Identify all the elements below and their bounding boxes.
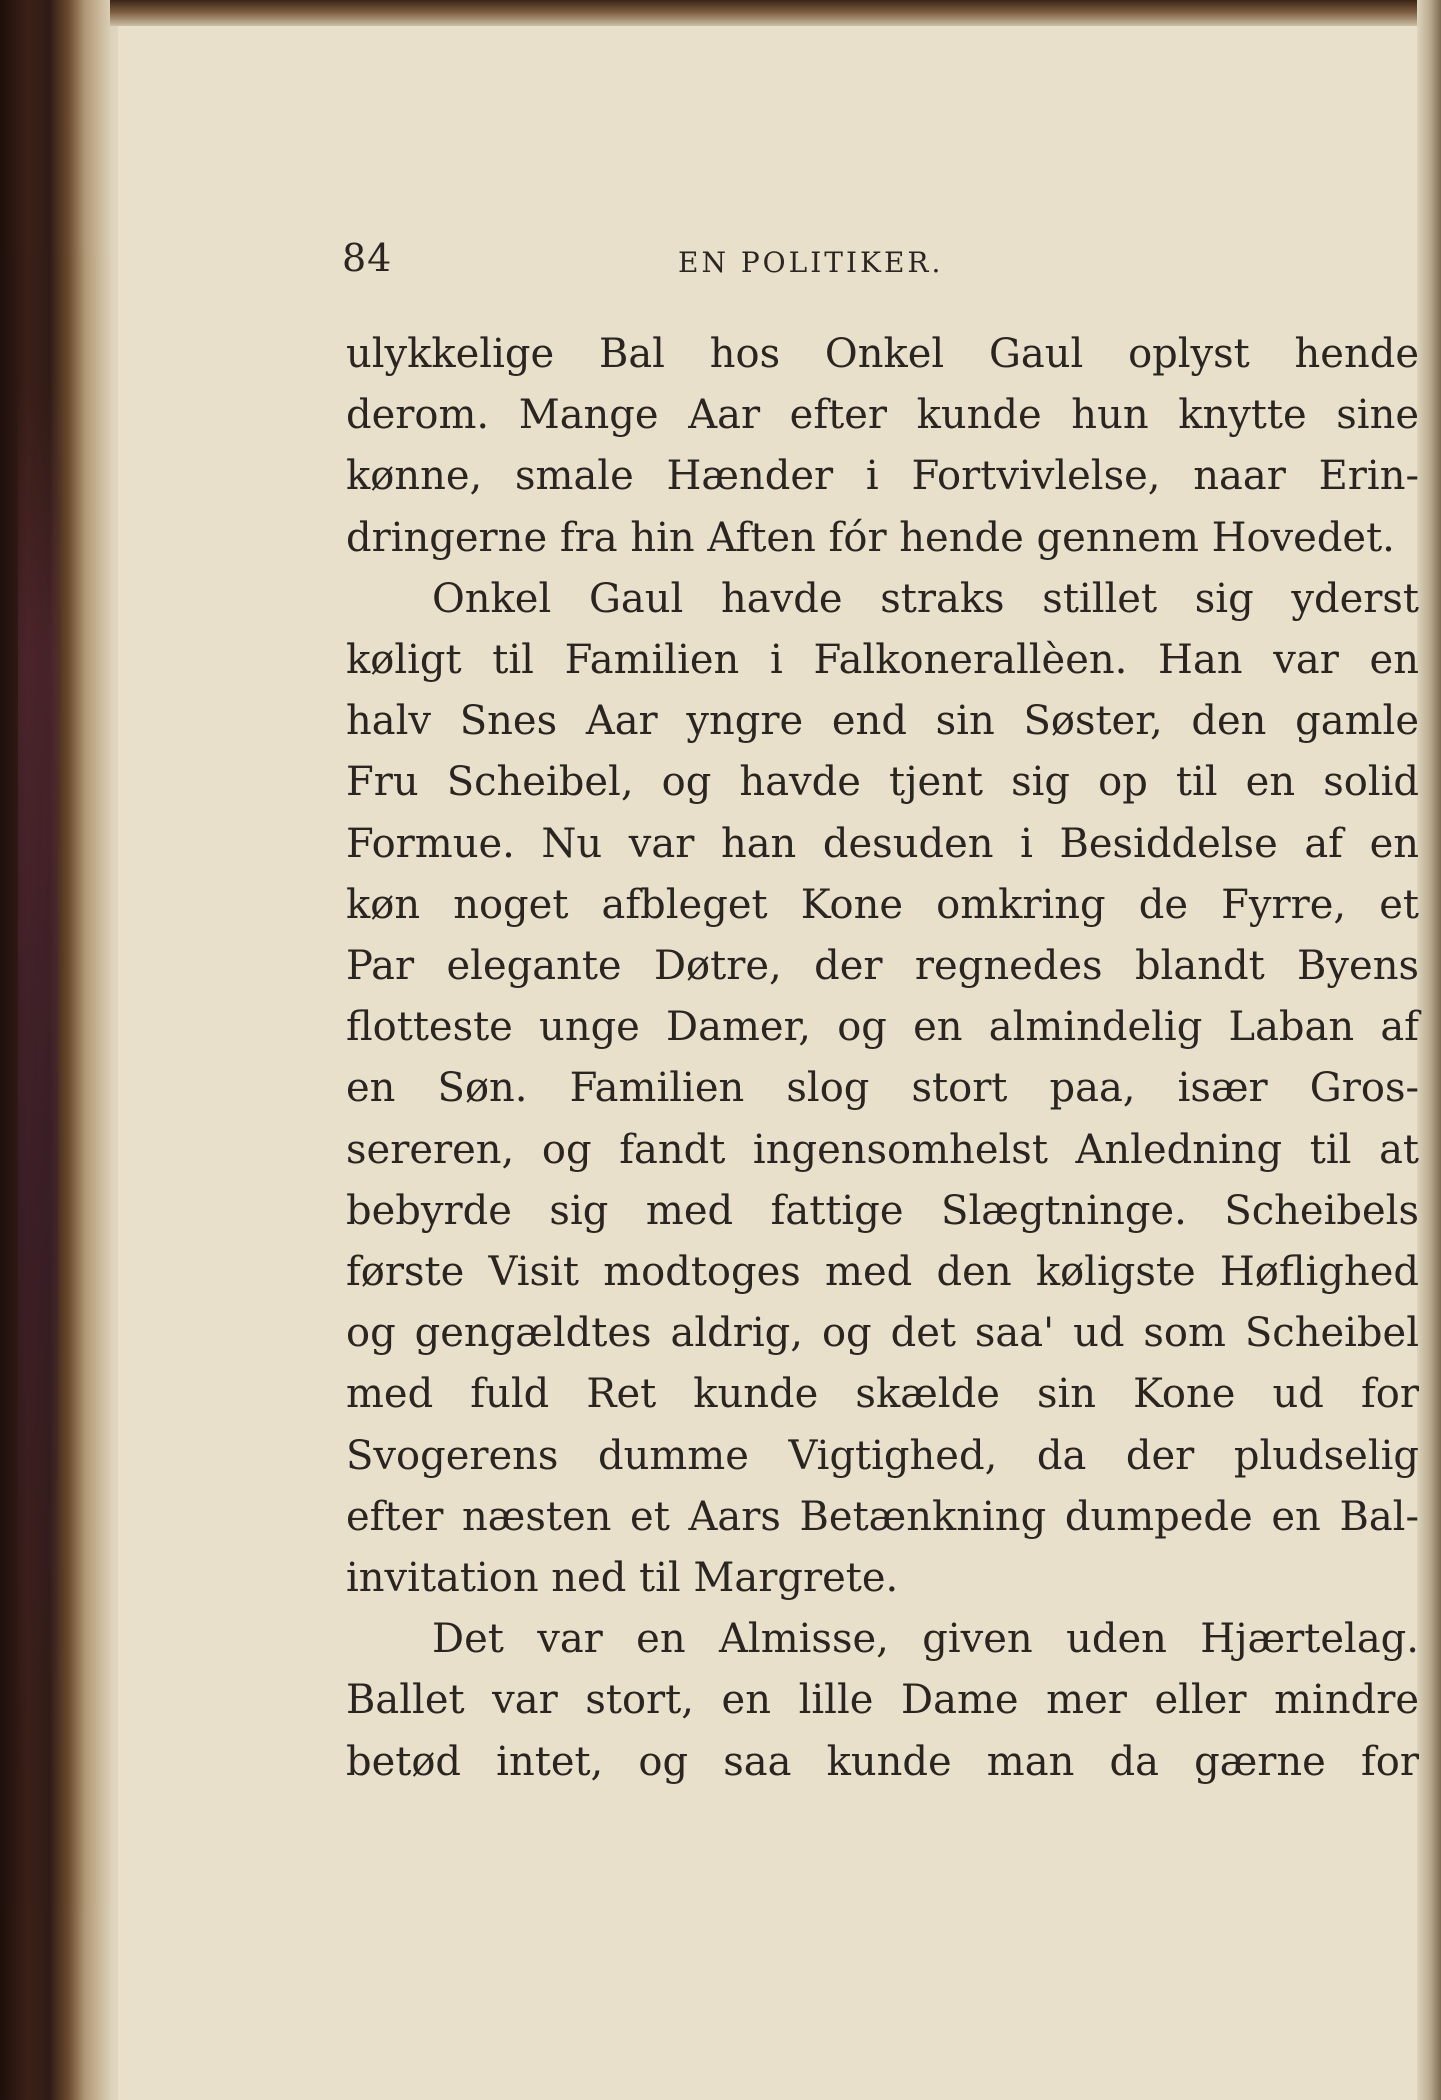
text-line: dringerne fra hin Aften fór hende gennem Hovedet. [346,514,1395,561]
text-line: og gengældtes aldrig, og det saa' ud som Scheibel [346,1310,1419,1357]
text-line: betød intet, og saa kunde man da gærne for [346,1738,1419,1785]
text-line: med fuld Ret kunde skælde sin Kone ud for [346,1371,1419,1418]
text-line: efter næsten et Aars Betænkning dumpede en Bal- [346,1493,1419,1540]
text-line: første Visit modtoges med den køligste Høflighed [346,1249,1419,1296]
text-line: køn noget afbleget Kone omkring de Fyrre, et [346,881,1419,928]
text-line: Fru Scheibel, og havde tjent sig op til en solid [346,759,1419,806]
text-line: flotteste unge Damer, og en almindelig Laban af [346,1004,1419,1051]
text-line: Par elegante Døtre, der regnedes blandt Byens [346,943,1419,990]
book-spine [0,0,110,2100]
page-edge-right [1417,0,1441,2100]
text-line: halv Snes Aar yngre end sin Søster, den gamle [346,698,1419,745]
page [118,26,1417,2100]
text-line: invitation ned til Margrete. [346,1555,899,1602]
text-line: Svogerens dumme Vigtighed, da der pludselig [346,1432,1419,1479]
text-line: Det var en Almisse, given uden Hjærtelag. [432,1616,1419,1663]
text-line: bebyrde sig med fattige Slægtninge. Scheibels [346,1187,1419,1234]
text-line: ulykkelige Bal hos Onkel Gaul oplyst hende [346,331,1419,377]
text-line: Ballet var stort, en lille Dame mer eller mindre [346,1677,1419,1724]
text-line: køligt til Familien i Falkonerallèen. Han var en [346,637,1419,684]
body-text [346,324,1419,1793]
page-edge-top [110,0,1441,26]
page-number: 84 [342,236,393,280]
text-line: en Søn. Familien slog stort paa, især Gros- [346,1065,1419,1112]
text-line: derom. Mange Aar efter kunde hun knytte sine [346,392,1419,439]
text-line: kønne, smale Hænder i Fortvivlelse, naar Erin- [346,453,1419,500]
running-head [118,236,1417,296]
running-title: EN POLITIKER. [678,246,944,279]
text-line: Formue. Nu var han desuden i Besiddelse af en [346,820,1419,867]
text-line: sereren, og fandt ingensomhelst Anledning til at [346,1126,1419,1173]
text-line: Onkel Gaul havde straks stillet sig yderst [432,575,1419,622]
